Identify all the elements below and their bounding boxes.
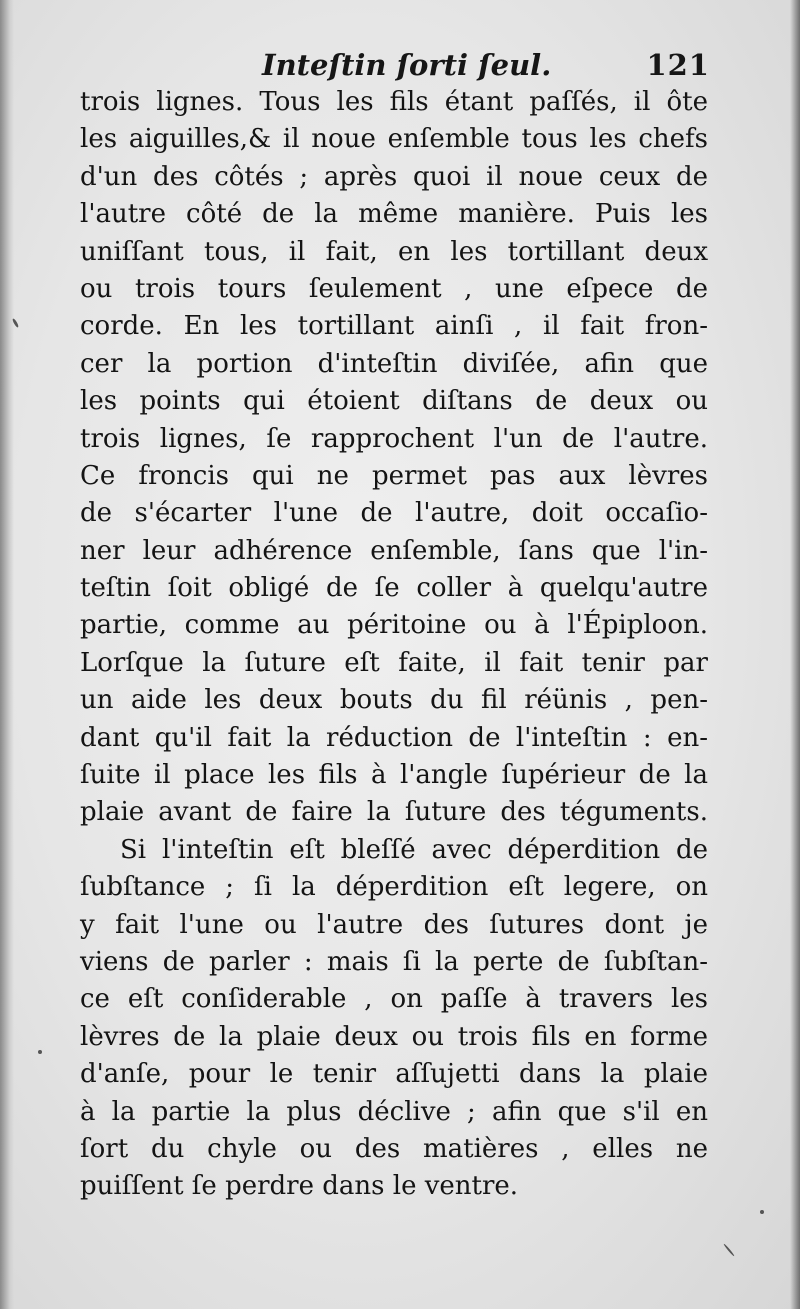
page-edge-shadow [790, 0, 800, 1309]
text-line: Ce froncis qui ne permet pas aux lèvres [80, 460, 708, 491]
text-line: ſuite il place les fils à l'angle ſupérieur de la [80, 760, 708, 791]
text-line: à la partie la plus déclive ; afin que s'il en [80, 1096, 708, 1127]
paper-speck [38, 1050, 42, 1054]
running-title: Inteſtin ſorti ſeul. [262, 48, 552, 82]
text-line: l'autre côté de la même manière. Puis les [80, 199, 708, 230]
text-line: un aide les deux bouts du fil réünis , pen- [80, 685, 708, 716]
text-line: ce eſt conſiderable , on paſſe à travers les [80, 984, 708, 1015]
text-line: Lorſque la ſuture eſt faite, il fait tenir par [80, 647, 708, 678]
page-gutter-shadow [0, 0, 14, 1309]
text-line: ſort du chyle ou des matières , elles ne [80, 1133, 708, 1164]
text-line: partie, comme au péritoine ou à l'Épiploon. [80, 610, 708, 641]
text-line: ner leur adhérence enſemble, ſans que l'in- [80, 535, 708, 566]
body-text [80, 84, 708, 1206]
text-line: d'un des côtés ; après quoi il noue ceux de [80, 161, 708, 192]
text-line: teſtin ſoit obligé de ſe coller à quelqu'autre [80, 573, 708, 604]
paragraph-2 [80, 832, 708, 1206]
text-line: trois lignes. Tous les fils étant paſſés, il ôte [80, 87, 708, 117]
text-line: lèvres de la plaie deux ou trois fils en forme [80, 1021, 708, 1052]
page-number: 121 [646, 48, 710, 82]
text-line: y fait l'une ou l'autre des ſutures dont je [80, 909, 708, 940]
text-line: plaie avant de faire la ſuture des téguments. [80, 797, 708, 828]
text-line: puiſſent ſe perdre dans le ventre. [80, 1171, 519, 1202]
text-line: les points qui étoient diſtans de deux ou [80, 386, 708, 417]
text-line: ou trois tours ſeulement , une eſpece de [80, 273, 708, 304]
text-line: les aiguilles,& il noue enſemble tous les chefs [80, 124, 708, 155]
text-line: de s'écarter l'une de l'autre, doit occaſio- [80, 498, 708, 529]
text-line: Si l'inteſtin eſt bleſſé avec déperdition de [120, 834, 708, 865]
paragraph-1 [80, 84, 708, 832]
text-line: trois lignes, ſe rapprochent l'un de l'autre. [80, 423, 708, 454]
text-line: ſubſtance ; ſi la déperdition eſt legere, on [80, 872, 708, 903]
text-line: corde. En les tortillant ainſi , il fait fron- [80, 311, 708, 342]
text-line: dant qu'il fait la réduction de l'inteſtin : en- [80, 722, 708, 753]
paper-speck [723, 1243, 735, 1257]
text-line: uniſſant tous, il fait, en les tortillant deux [80, 236, 708, 267]
text-line: cer la portion d'inteſtin diviſée, afin que [80, 348, 708, 379]
text-line: viens de parler : mais ſi la perte de ſubſtan- [80, 946, 708, 977]
paper-speck [760, 1210, 764, 1214]
text-line: d'anſe, pour le tenir aſſujetti dans la plaie [80, 1059, 708, 1090]
